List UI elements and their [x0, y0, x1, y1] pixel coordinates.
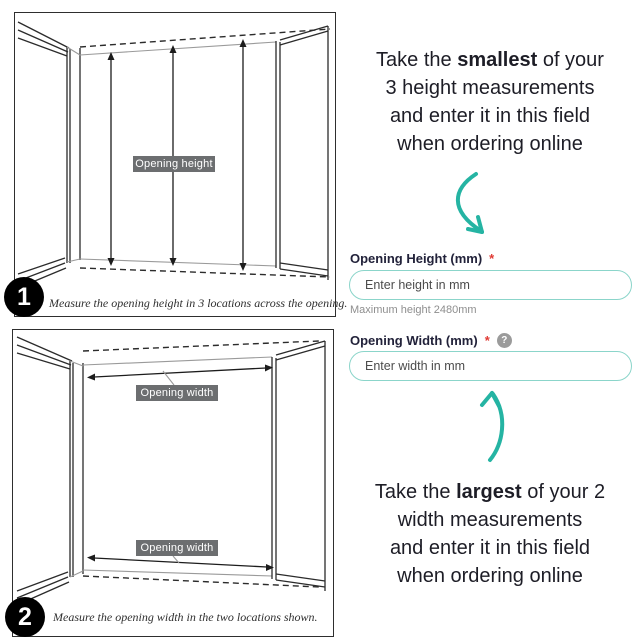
step-2-badge: 2 [5, 597, 45, 637]
step-1-badge: 1 [4, 277, 44, 317]
opening-height-label: Opening Height (mm) [350, 251, 483, 266]
height-diagram-panel [14, 12, 348, 317]
height-instruction-line3: and enter it in this field [389, 105, 591, 127]
height-instruction-line4: when ordering online [397, 133, 583, 155]
opening-width-input[interactable] [349, 351, 632, 381]
height-diagram-caption: Measure the opening height in 3 locations across the opening. [49, 296, 348, 310]
opening-width-label: Opening Width (mm) [350, 333, 478, 348]
max-height-helper-text: Maximum height 2480mm [350, 304, 477, 316]
required-asterisk: * [489, 251, 495, 266]
width-instruction-line1: Take the largest of your 2 [374, 481, 606, 503]
curved-arrow-down-icon [438, 170, 502, 244]
height-instruction-line1: Take the smallest of your [376, 49, 604, 71]
width-instruction-line3: and enter it in this field [389, 537, 591, 559]
width-diagram-panel [12, 329, 334, 637]
height-instruction-text [338, 46, 640, 158]
opening-width-chip-bottom: Opening width [136, 540, 218, 556]
opening-height-chip: Opening height [133, 156, 215, 172]
required-asterisk: * [484, 333, 490, 348]
opening-width-label-row [350, 333, 512, 348]
opening-height-label-row [350, 251, 494, 266]
opening-width-chip-top: Opening width [136, 385, 218, 401]
width-diagram-caption: Measure the opening width in the two locations shown. [53, 610, 318, 624]
width-instruction-text [338, 478, 640, 590]
width-instruction-line4: when ordering online [397, 565, 583, 587]
help-icon[interactable]: ? [497, 333, 512, 348]
curved-arrow-up-icon [455, 384, 515, 466]
height-instruction-line2: 3 height measurements [385, 77, 595, 99]
opening-height-input[interactable] [349, 270, 632, 300]
width-instruction-line2: width measurements [397, 509, 583, 531]
opening-width-drawing [13, 330, 330, 633]
